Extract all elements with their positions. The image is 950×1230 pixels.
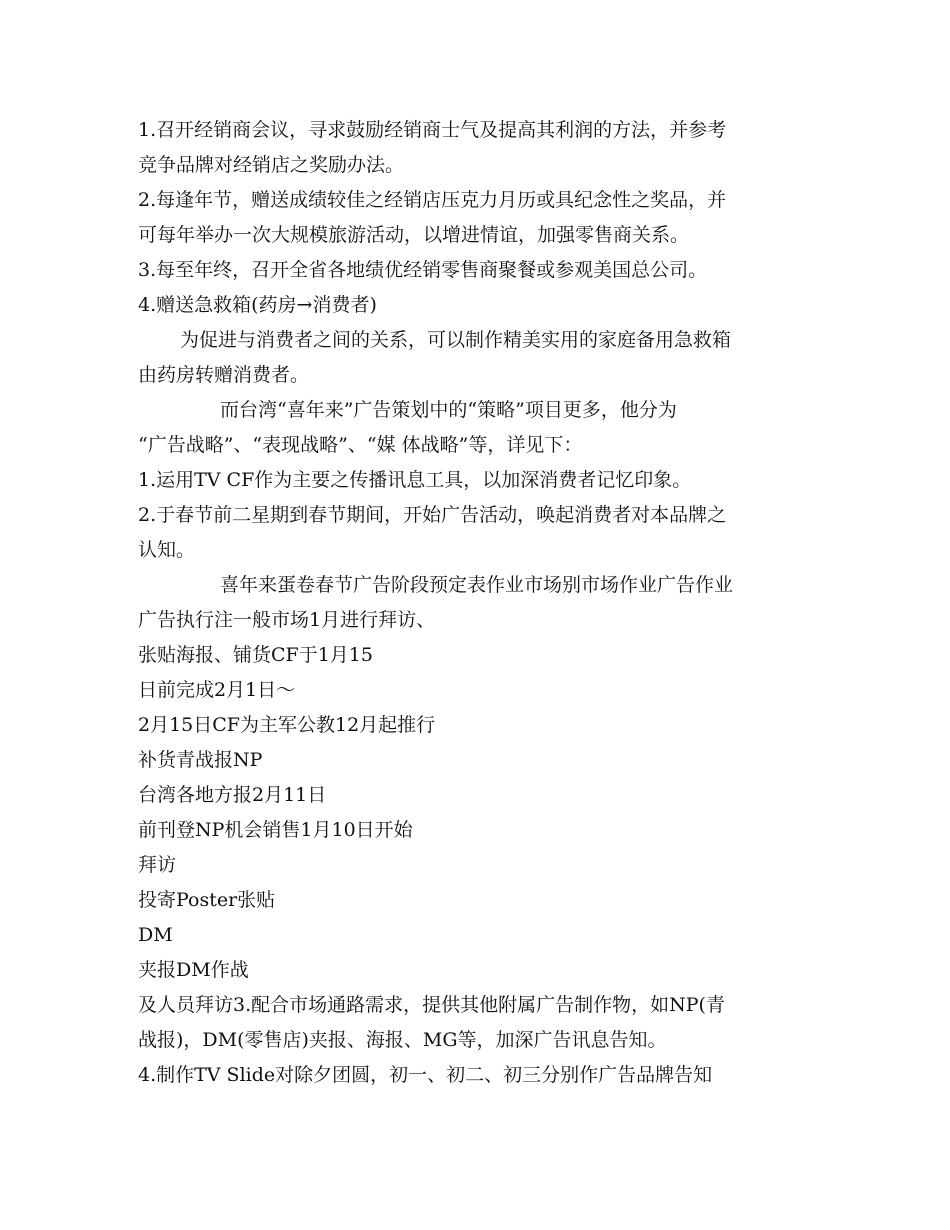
text-line: 投寄Poster张贴 — [138, 889, 276, 911]
text-line: 广告执行注一般市场1月进行拜访、 — [138, 609, 436, 631]
text-line: 2.于春节前二星期到春节期间，开始广告活动，唤起消费者对本品牌之 — [138, 504, 727, 526]
text-line: 前刊登NP机会销售1月10日开始 — [138, 819, 413, 841]
text-line: 喜年来蛋卷春节广告阶段预定表作业市场别市场作业广告作业 — [220, 574, 734, 596]
text-line: 竞争品牌对经销店之奖励办法。 — [138, 154, 405, 176]
text-line: 及人员拜访3.配合市场通路需求，提供其他附属广告制作物，如NP(青 — [138, 994, 725, 1016]
text-line: 为促进与消费者之间的关系，可以制作精美实用的家庭备用急救箱 — [180, 329, 732, 351]
text-line: 2.每逢年节，赠送成绩较佳之经销店压克力月历或具纪念性之奖品，并 — [138, 189, 727, 211]
text-line: 拜访 — [138, 854, 177, 876]
text-line: 战报)，DM(零售店)夹报、海报、MG等，加深广告讯息告知。 — [138, 1029, 667, 1051]
text-line: 认知。 — [138, 539, 196, 561]
text-line: “广告战略”、“表现战略”、“媒 体战略”等，详见下： — [138, 434, 583, 456]
text-line: 2月15日CF为主军公教12月起推行 — [138, 714, 436, 736]
text-line: 4.制作TV Slide对除夕团圆，初一、初二、初三分别作广告品牌告知 — [138, 1064, 713, 1086]
text-line: 张贴海报、铺货CF于1月15 — [138, 644, 373, 666]
text-line: 夹报DM作战 — [138, 959, 249, 981]
text-line: 日前完成2月1日～ — [138, 679, 296, 701]
text-line: 而台湾“喜年来”广告策划中的“策略”项目更多，他分为 — [220, 399, 677, 421]
text-line: 补货青战报NP — [138, 749, 263, 771]
text-line: 1.召开经销商会议，寻求鼓励经销商士气及提高其利润的方法，并参考 — [138, 119, 727, 141]
text-line: 可每年举办一次大规模旅游活动，以增进情谊，加强零售商关系。 — [138, 224, 690, 246]
text-line: DM — [138, 924, 173, 946]
text-line: 4.赠送急救箱(药房→消费者) — [138, 294, 377, 316]
text-line: 台湾各地方报2月11日 — [138, 784, 327, 806]
document-body — [138, 113, 818, 1093]
text-line: 1.运用TV CF作为主要之传播讯息工具，以加深消费者记忆印象。 — [138, 469, 692, 491]
text-line: 由药房转赠消费者。 — [138, 364, 310, 386]
text-line: 3.每至年终，召开全省各地绩优经销零售商聚餐或参观美国总公司。 — [138, 259, 708, 281]
